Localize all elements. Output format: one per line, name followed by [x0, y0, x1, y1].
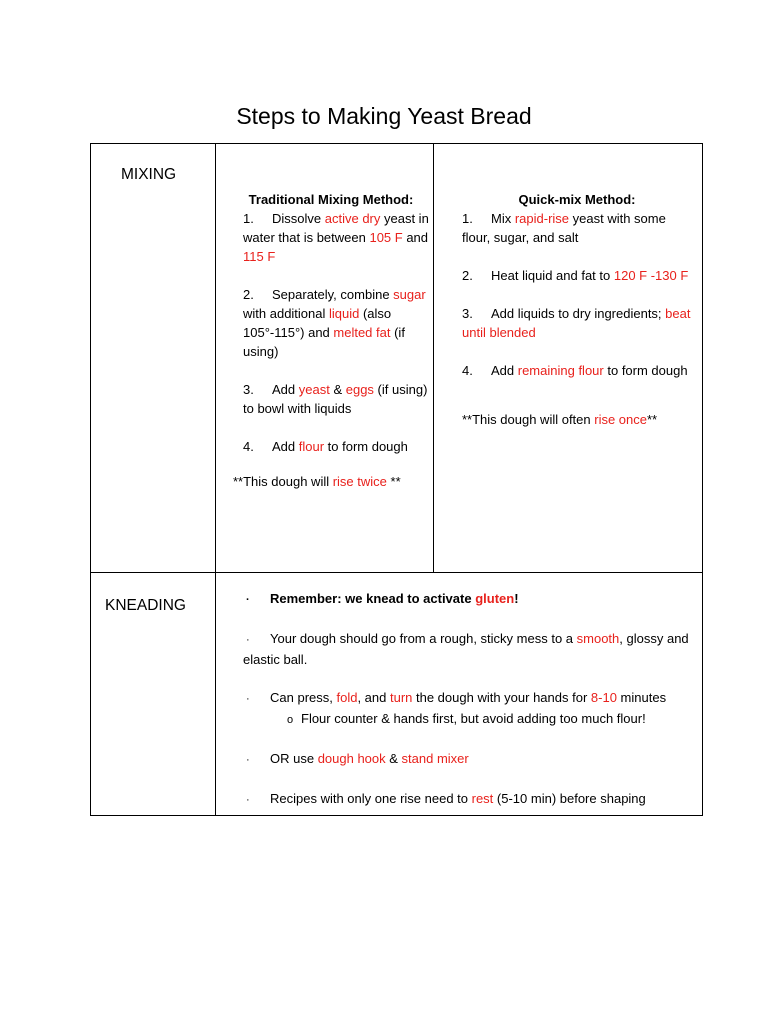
traditional-method-cell: [233, 190, 429, 491]
bullet-icon: ·: [246, 594, 250, 606]
kneading-item-5: [243, 789, 695, 810]
quick-mix-note: [462, 410, 692, 429]
table-border-label-divider: [215, 143, 216, 816]
mixing-label: MIXING: [121, 166, 177, 183]
traditional-step-4: [243, 437, 429, 456]
step-highlight: liquid: [329, 306, 360, 321]
kneading-highlight: rest: [471, 791, 494, 806]
step-highlight: yeast: [298, 382, 330, 397]
note-highlight: rise twice: [332, 474, 387, 489]
step-number: 1.: [243, 211, 254, 226]
step-text: to form dough: [603, 363, 688, 378]
step-number: 3.: [462, 306, 473, 321]
step-text: Dissolve: [272, 211, 325, 226]
step-highlight: active dry: [324, 211, 381, 226]
quick-mix-method-heading: Quick-mix Method:: [518, 192, 636, 207]
step-number: 1.: [462, 211, 473, 226]
table-border-top: [90, 143, 703, 144]
step-number: 2.: [462, 268, 473, 283]
step-text: with additional: [243, 306, 329, 321]
kneading-label: KNEADING: [105, 597, 186, 614]
kneading-highlight: smooth: [576, 631, 620, 646]
kneading-item-2: [243, 629, 695, 669]
step-text: (if using) to bowl with liquids: [243, 382, 428, 416]
quick-mix-method-cell: [462, 190, 692, 429]
step-highlight: 115 F: [243, 249, 276, 264]
step-number: 4.: [243, 439, 254, 454]
kneading-cell: [243, 589, 695, 829]
note-text: **This dough will often: [462, 412, 595, 427]
kneading-text: !: [514, 591, 519, 606]
kneading-text: the dough with your hands for: [412, 690, 591, 705]
kneading-item-1: [243, 589, 695, 610]
kneading-text: Can press,: [270, 690, 337, 705]
table-border-method-divider: [433, 143, 434, 573]
note-highlight: rise once: [594, 412, 647, 427]
bullet-icon: ·: [246, 634, 250, 646]
kneading-highlight: gluten: [475, 591, 515, 606]
step-highlight: flour: [298, 439, 325, 454]
step-text: Add: [272, 439, 299, 454]
table-border-middle: [90, 572, 703, 573]
kneading-highlight: dough hook: [317, 751, 386, 766]
sub-bullet-icon: o: [287, 714, 294, 726]
traditional-steps: [233, 209, 429, 456]
step-number: 3.: [243, 382, 254, 397]
step-text: Heat liquid and fat to: [491, 268, 614, 283]
page-title: Steps to Making Yeast Bread: [236, 103, 532, 129]
kneading-highlight: fold: [336, 690, 358, 705]
kneading-text: &: [385, 751, 402, 766]
bullet-icon: ·: [246, 794, 250, 806]
step-text: (also 105°-115°) and: [243, 306, 392, 340]
quick-mix-step-3: [462, 304, 692, 342]
step-text: to form dough: [324, 439, 408, 454]
traditional-step-1: [243, 209, 429, 266]
kneading-text: Remember: we knead to activate: [270, 591, 476, 606]
step-text: Separately, combine: [272, 287, 394, 302]
step-highlight: 120 F -130 F: [613, 268, 689, 283]
step-number: 4.: [462, 363, 473, 378]
kneading-text: , and: [357, 690, 390, 705]
kneading-sub-text: Flour counter & hands first, but avoid adding too much flour!: [301, 711, 646, 726]
traditional-step-2: [243, 285, 429, 361]
step-highlight: 105 F: [369, 230, 403, 245]
kneading-item-3: [243, 688, 695, 730]
quick-mix-step-2: [462, 266, 692, 285]
kneading-item-4: [243, 749, 695, 770]
step-text: Add liquids to dry ingredients;: [491, 306, 666, 321]
kneading-text: Recipes with only one rise need to: [270, 791, 472, 806]
step-text: yeast with some flour, sugar, and salt: [462, 211, 666, 245]
quick-mix-steps: [462, 209, 692, 380]
traditional-note: [233, 472, 429, 491]
step-number: 2.: [243, 287, 254, 302]
step-highlight: remaining flour: [517, 363, 604, 378]
bullet-icon: ·: [246, 754, 250, 766]
note-text: **: [647, 412, 658, 427]
kneading-highlight: 8-10: [590, 690, 617, 705]
note-text: **: [386, 474, 401, 489]
step-highlight: rapid-rise: [514, 211, 570, 226]
step-text: Add: [491, 363, 518, 378]
quick-mix-step-1: [462, 209, 692, 247]
kneading-highlight: stand mixer: [401, 751, 469, 766]
table-border-left: [90, 143, 91, 816]
step-highlight: sugar: [393, 287, 426, 302]
traditional-method-heading: Traditional Mixing Method:: [248, 192, 414, 207]
step-highlight: eggs: [345, 382, 374, 397]
kneading-highlight: turn: [389, 690, 413, 705]
step-text: (if using): [243, 325, 405, 359]
kneading-text: minutes: [616, 690, 667, 705]
table-border-right: [702, 143, 703, 816]
note-text: **This dough will: [233, 474, 333, 489]
kneading-text: Your dough should go from a rough, sticky mess to a: [270, 631, 577, 646]
step-text: and: [402, 230, 429, 245]
traditional-step-3: [243, 380, 429, 418]
kneading-text: (5-10 min) before shaping: [493, 791, 646, 806]
step-highlight: melted fat: [333, 325, 391, 340]
quick-mix-step-4: [462, 361, 692, 380]
step-highlight: beat until blended: [462, 306, 691, 340]
step-text: Add: [272, 382, 299, 397]
step-text: yeast in water that is between: [243, 211, 429, 245]
step-text: &: [329, 382, 346, 397]
kneading-sub-item: [243, 709, 695, 730]
kneading-text: OR use: [270, 751, 318, 766]
step-text: Mix: [491, 211, 515, 226]
kneading-text: , glossy and elastic ball.: [243, 631, 689, 667]
bullet-icon: ·: [246, 693, 250, 705]
